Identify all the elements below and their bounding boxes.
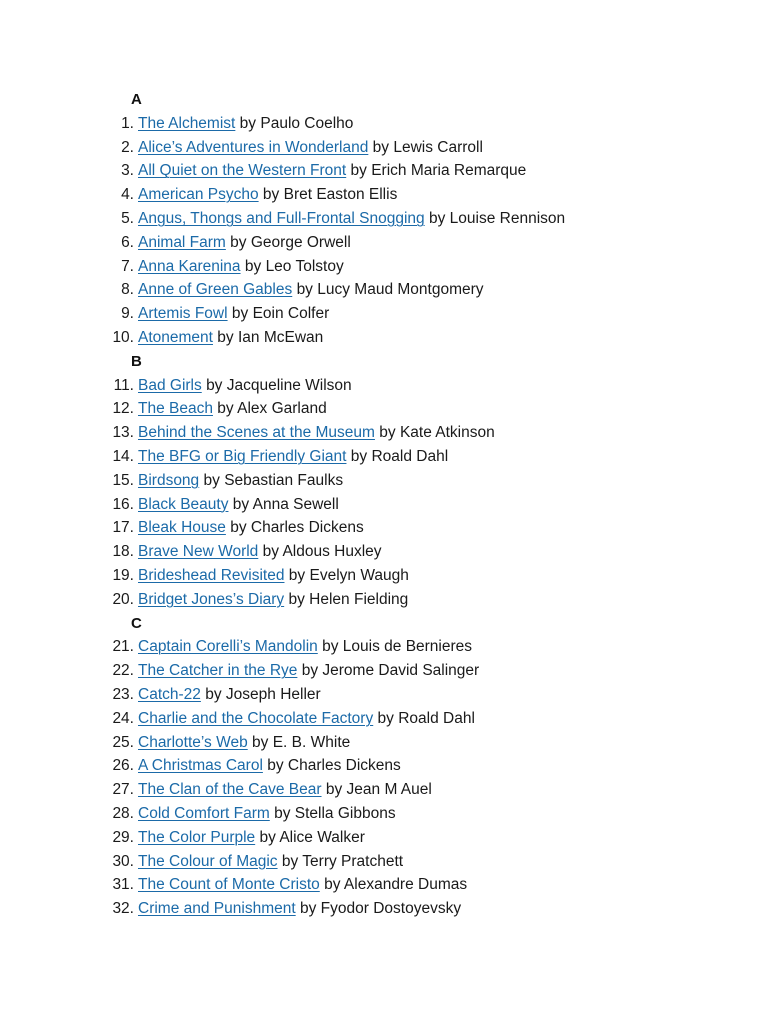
list-item [0,802,768,826]
book-title-link[interactable]: Angus, Thongs and Full-Frontal Snogging [138,209,425,227]
list-item [0,826,768,850]
book-title-link[interactable]: The Clan of the Cave Bear [138,781,322,799]
item-number: 6. [121,233,134,251]
book-title-link[interactable]: Bridget Jones’s Diary [138,590,285,608]
book-title-link[interactable]: Black Beauty [138,495,229,513]
list-item [0,540,768,564]
section-heading: A [131,91,142,108]
book-title-link[interactable]: Artemis Fowl [138,305,228,323]
item-number: 7. [121,257,134,275]
list-item [0,255,768,279]
section-a [0,88,768,350]
list-item [0,326,768,350]
item-number: 1. [121,114,134,132]
item-number: 3. [121,162,134,180]
by-connector: by [231,305,249,323]
by-connector: by [252,733,269,751]
item-number: 21. [112,638,134,656]
by-connector: by [301,662,319,680]
author-name: Leo Tolstoy [265,257,344,275]
book-title-link[interactable]: The BFG or Big Friendly Giant [138,447,347,465]
item-number: 9. [121,305,134,323]
section-b [0,350,768,612]
item-number: 19. [112,566,134,584]
book-title-link[interactable]: Birdsong [138,471,200,489]
author-name: Jacqueline Wilson [226,376,352,394]
list-item [0,445,768,469]
item-number: 2. [121,138,134,156]
list-item [0,397,768,421]
by-connector: by [244,257,262,275]
item-number: 29. [112,828,134,846]
book-title-link[interactable]: Cold Comfort Farm [138,804,270,822]
by-connector: by [377,709,394,727]
book-title-link[interactable]: The Color Purple [138,828,256,846]
book-title-link[interactable]: Charlotte’s Web [138,733,248,751]
author-name: Paulo Coelho [260,114,354,132]
list-item [0,159,768,183]
book-title-link[interactable]: Captain Corelli’s Mandolin [138,638,318,656]
list-item [0,302,768,326]
by-connector: by [206,376,223,394]
book-title-link[interactable]: Atonement [138,328,213,346]
author-name: George Orwell [250,233,351,251]
author-name: E. B. White [272,733,351,751]
list-item [0,635,768,659]
item-number: 24. [112,709,134,727]
by-connector: by [217,400,234,418]
item-number: 10. [112,328,134,346]
author-name: Alex Garland [237,400,327,418]
author-name: Anna Sewell [252,495,339,513]
author-name: Erich Maria Remarque [371,162,527,180]
by-connector: by [428,209,446,227]
item-number: 30. [112,852,134,870]
by-connector: by [325,781,343,799]
by-connector: by [230,233,247,251]
by-connector: by [205,685,222,703]
author-name: Terry Pratchett [302,852,404,870]
author-name: Fyodor Dostoyevsky [320,900,462,918]
list-item [0,493,768,517]
book-title-link[interactable]: Behind the Scenes at the Museum [138,424,375,442]
by-connector: by [288,566,306,584]
list-item [0,112,768,136]
list-item [0,278,768,302]
author-name: Louise Rennison [449,209,566,227]
author-name: Aldous Huxley [282,543,382,561]
by-connector: by [259,828,276,846]
item-number: 15. [112,471,134,489]
list-item [0,183,768,207]
author-name: Ian McEwan [237,328,324,346]
author-name: Joseph Heller [225,685,321,703]
item-number: 5. [121,209,134,227]
item-number: 23. [112,685,134,703]
book-title-link[interactable]: The Count of Monte Cristo [138,876,320,894]
book-title-link[interactable]: The Colour of Magic [138,852,278,870]
author-name: Jean M Auel [346,781,432,799]
by-connector: by [350,162,367,180]
author-name: Jerome David Salinger [322,662,480,680]
list-item [0,897,768,921]
by-connector: by [324,876,341,894]
list-item [0,374,768,398]
book-title-link[interactable]: The Catcher in the Rye [138,662,298,680]
book-title-link[interactable]: Brideshead Revisited [138,566,285,584]
author-name: Lucy Maud Montgomery [317,281,484,299]
item-number: 17. [112,519,134,537]
author-name: Roald Dahl [398,709,475,727]
item-number: 20. [112,590,134,608]
by-connector: by [203,471,220,489]
item-number: 32. [112,900,134,918]
item-number: 13. [112,424,134,442]
list-item [0,231,768,255]
book-title-link[interactable]: Brave New World [138,543,259,561]
book-title-link[interactable]: The Beach [138,400,213,418]
book-title-link[interactable]: Anna Karenina [138,257,241,275]
book-title-link[interactable]: American Psycho [138,186,259,204]
author-name: Lewis Carroll [393,138,483,156]
item-number: 22. [112,662,134,680]
list-item [0,778,768,802]
item-number: 25. [112,733,134,751]
item-number: 26. [112,757,134,775]
list-item [0,731,768,755]
item-number: 28. [112,804,134,822]
list-item [0,136,768,160]
book-title-link[interactable]: A Christmas Carol [138,757,263,775]
book-title-link[interactable]: Charlie and the Chocolate Factory [138,709,374,727]
item-number: 11. [113,376,134,394]
list-item [0,207,768,231]
author-name: Kate Atkinson [399,424,495,442]
by-connector: by [217,328,234,346]
book-title-link[interactable]: Alice’s Adventures in Wonderland [138,138,369,156]
item-number: 4. [121,186,134,204]
item-number: 14. [112,447,134,465]
book-title-link[interactable]: All Quiet on the Western Front [138,162,347,180]
item-number: 8. [121,281,134,299]
book-title-link[interactable]: Anne of Green Gables [138,281,293,299]
by-connector: by [350,447,368,465]
item-number: 18. [112,543,134,561]
by-connector: by [262,543,279,561]
item-number: 27. [112,781,134,799]
list-item [0,564,768,588]
list-item [0,683,768,707]
section-heading: B [131,352,142,370]
author-name: Eoin Colfer [252,305,330,323]
section-c [0,612,768,921]
author-name: Charles Dickens [287,757,401,775]
book-title-link[interactable]: Bleak House [138,519,226,537]
by-connector: by [262,186,280,204]
by-connector: by [232,495,250,513]
book-list [0,88,768,921]
list-item [0,421,768,445]
book-title-link[interactable]: Bad Girls [138,376,202,394]
list-item [0,516,768,540]
by-connector: by [372,138,390,156]
book-title-link[interactable]: Catch-22 [138,685,201,703]
item-number: 31. [112,876,134,894]
by-connector: by [296,281,313,299]
by-connector: by [239,114,257,132]
list-item [0,707,768,731]
author-name: Alexandre Dumas [343,876,468,894]
list-item [0,588,768,612]
list-item [0,469,768,493]
item-number: 12. [112,400,134,418]
by-connector: by [230,519,247,537]
book-title-link[interactable]: Animal Farm [138,233,226,251]
by-connector: by [322,638,339,656]
by-connector: by [267,757,284,775]
by-connector: by [274,804,291,822]
author-name: Roald Dahl [371,447,449,465]
by-connector: by [288,590,305,608]
list-item [0,659,768,683]
by-connector: by [281,852,299,870]
book-title-link[interactable]: Crime and Punishment [138,900,296,918]
by-connector: by [379,424,396,442]
author-name: Louis de Bernieres [342,638,473,656]
author-name: Sebastian Faulks [224,471,344,489]
author-name: Charles Dickens [250,519,364,537]
list-item [0,754,768,778]
list-item [0,850,768,874]
author-name: Helen Fielding [309,590,409,608]
section-heading: C [131,614,142,632]
by-connector: by [299,900,317,918]
list-item [0,873,768,897]
author-name: Stella Gibbons [294,804,396,822]
item-number: 16. [112,495,134,513]
author-name: Alice Walker [279,828,365,846]
author-name: Evelyn Waugh [309,566,409,584]
book-title-link[interactable]: The Alchemist [138,114,236,132]
author-name: Bret Easton Ellis [283,186,398,204]
